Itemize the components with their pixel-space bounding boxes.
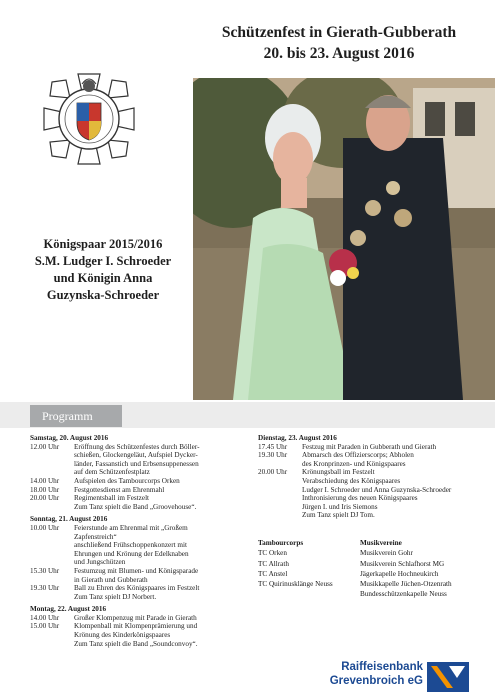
list-item: Bundesschützenkapelle Neuss bbox=[360, 590, 447, 599]
event-line: Zapfenstreich“ bbox=[74, 532, 117, 541]
event-line: in Gierath und Gubberath bbox=[74, 575, 148, 584]
program-day-heading: Samstag, 20. August 2016 bbox=[30, 434, 109, 442]
event-description bbox=[302, 451, 488, 468]
program-day-heading: Montag, 22. August 2016 bbox=[30, 605, 107, 614]
event-description bbox=[74, 567, 246, 584]
event-line: Regimentsball im Festzelt bbox=[74, 494, 150, 503]
event-line: Krönungsball im Festzelt bbox=[302, 468, 375, 477]
event-line: Großer Klompenzug mit Parade in Gierath bbox=[74, 613, 197, 622]
list-item: Musikverein Gohr bbox=[360, 549, 413, 558]
list-item: Jägerkapelle Hochneukirch bbox=[360, 569, 439, 578]
event-description bbox=[74, 584, 246, 601]
event-description bbox=[74, 614, 246, 623]
program-event bbox=[30, 524, 246, 567]
list-item: Musikverein Schlafhorst MG bbox=[360, 559, 445, 568]
event-line: Zum Tanz spielt die Band „Groovehouse“. bbox=[74, 502, 197, 511]
event-time: 20.00 Uhr bbox=[258, 468, 288, 477]
event-time: 15.00 Uhr bbox=[30, 622, 60, 631]
sponsor-logo bbox=[313, 660, 493, 694]
event-time: 15.30 Uhr bbox=[30, 566, 60, 575]
program-event bbox=[258, 468, 488, 520]
event-line: Inthronisierung des neuen Königspaares bbox=[302, 494, 418, 503]
event-line: anschließend Frühschoppenkonzert mit bbox=[74, 541, 187, 550]
royal-caption-line-1: Königspaar 2015/2016 bbox=[43, 237, 163, 251]
royal-caption-line-4: Guzynska-Schroeder bbox=[46, 288, 160, 302]
event-line: Krönung des Kinderkönigspaares bbox=[74, 631, 171, 640]
event-line: Festgottesdienst am Ehrenmahl bbox=[74, 485, 165, 494]
event-time: 20.00 Uhr bbox=[30, 494, 60, 503]
event-time: 10.00 Uhr bbox=[30, 523, 60, 532]
event-line: Festumzug mit Blumen- und Königsparade bbox=[74, 566, 199, 575]
event-description bbox=[74, 524, 246, 567]
sponsor-line-1: Raiffeisenbank bbox=[341, 661, 423, 673]
program-event bbox=[258, 443, 488, 452]
event-description bbox=[74, 486, 246, 495]
program-event bbox=[30, 584, 246, 601]
tambourcorps-heading: Tambourcorps bbox=[258, 539, 304, 547]
program-event bbox=[258, 451, 488, 468]
event-time: 18.00 Uhr bbox=[30, 485, 60, 494]
event-line: Zum Tanz spielt DJ Norbert. bbox=[74, 592, 157, 601]
event-description bbox=[74, 494, 246, 511]
title-line-2: 20. bis 23. August 2016 bbox=[263, 45, 415, 62]
event-line: Ludger I. Schroeder und Anna Guzynska-Schroeder bbox=[302, 485, 452, 494]
list-item: TC Anstel bbox=[258, 569, 288, 578]
title-line-1: Schützenfest in Gierath-Gubberath bbox=[221, 24, 457, 41]
event-line: und Jungschützen bbox=[74, 558, 126, 567]
event-time: 14.00 Uhr bbox=[30, 476, 60, 485]
list-item: TC Quirinusklänge Neuss bbox=[258, 580, 333, 589]
event-line: Zum Tanz spielt die Band „Soundconvoy“. bbox=[74, 639, 198, 648]
event-line: Festzug mit Paraden in Gubberath und Gierath bbox=[302, 442, 437, 451]
program-day-heading: Dienstag, 23. August 2016 bbox=[258, 434, 337, 442]
sponsor-line-2: Grevenbroich eG bbox=[329, 675, 423, 687]
list-item: Musikkapelle Jüchen-Otzenrath bbox=[360, 580, 452, 589]
event-description bbox=[74, 477, 246, 486]
club-emblem-icon bbox=[38, 68, 140, 170]
event-line: Aufspielen des Tambourcorps Orken bbox=[74, 476, 180, 485]
program-event bbox=[30, 494, 246, 511]
event-time: 19.30 Uhr bbox=[258, 451, 288, 460]
event-description bbox=[74, 443, 246, 477]
programm-heading: Programm bbox=[30, 405, 122, 427]
musikvereine-heading: Musikvereine bbox=[360, 539, 402, 547]
event-description bbox=[74, 622, 246, 648]
program-event bbox=[30, 614, 246, 623]
program-event bbox=[30, 567, 246, 584]
event-line: des Kronprinzen- und Königspaares bbox=[302, 459, 406, 468]
page-title bbox=[196, 22, 482, 64]
event-description bbox=[302, 443, 488, 452]
event-line: schießen, Glockengeläut, Aufspiel Dycker- bbox=[74, 451, 198, 460]
event-time: 14.00 Uhr bbox=[30, 613, 60, 622]
event-line: auf dem Schützenfestplatz bbox=[74, 468, 150, 477]
event-line: Klompenball mit Klompenprämierung und bbox=[74, 622, 198, 631]
sponsor-name bbox=[313, 660, 423, 688]
event-time: 17.45 Uhr bbox=[258, 442, 288, 451]
event-line: länder, Fassanstich und Erbsensuppenessen bbox=[74, 459, 199, 468]
list-item: TC Orken bbox=[258, 549, 287, 558]
tambourcorps-list bbox=[258, 538, 358, 589]
royal-couple-caption bbox=[18, 236, 188, 304]
list-item: TC Allrath bbox=[258, 559, 289, 568]
royal-couple-photo bbox=[193, 78, 495, 400]
event-line: Jürgen I. und Iris Siemons bbox=[302, 502, 378, 511]
programm-right-column bbox=[258, 434, 488, 520]
event-description bbox=[302, 468, 488, 520]
program-event bbox=[30, 486, 246, 495]
royal-caption-line-2: S.M. Ludger I. Schroeder bbox=[34, 254, 172, 268]
event-line: Abmarsch des Offizierscorps; Abholen bbox=[302, 451, 414, 460]
photo-illustration bbox=[193, 78, 495, 400]
event-line: Feierstunde am Ehrenmal mit „Großem bbox=[74, 523, 188, 532]
program-day-heading: Sonntag, 21. August 2016 bbox=[30, 515, 108, 524]
musikvereine-list bbox=[360, 538, 490, 600]
event-line: Ehrungen und Krönung der Edelknaben bbox=[74, 549, 189, 558]
event-line: Verabschiedung des Königspaares bbox=[302, 476, 401, 485]
program-event bbox=[30, 443, 246, 477]
event-line: Zum Tanz spielt DJ Tom. bbox=[302, 511, 375, 520]
volksbank-raiffeisen-icon bbox=[427, 662, 469, 692]
program-event bbox=[30, 622, 246, 648]
royal-caption-line-3: und Königin Anna bbox=[53, 271, 153, 285]
event-line: Eröffnung des Schützenfestes durch Böller- bbox=[74, 442, 200, 451]
event-line: Ball zu Ehren des Königspaares im Festzelt bbox=[74, 584, 200, 593]
event-time: 19.30 Uhr bbox=[30, 584, 60, 593]
programm-left-column bbox=[30, 434, 246, 648]
program-event bbox=[30, 477, 246, 486]
event-time: 12.00 Uhr bbox=[30, 442, 60, 451]
